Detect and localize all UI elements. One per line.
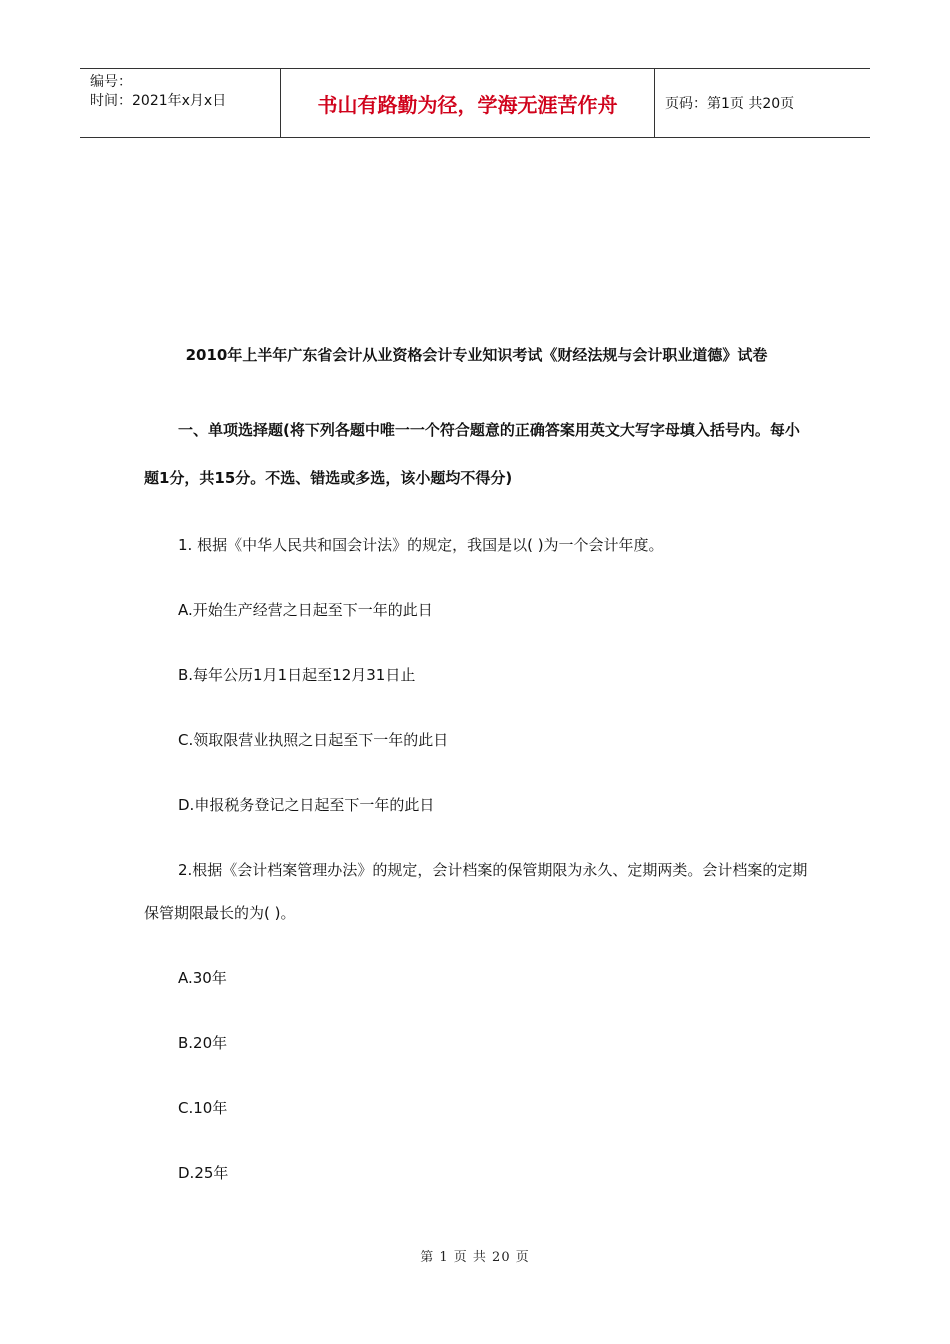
question-1 (144, 524, 809, 827)
question-option: D.申报税务登记之日起至下一年的此日 (178, 796, 435, 814)
header-meta-cell (80, 69, 281, 137)
footer-page-number: 第 1 页 共 20 页 (420, 1250, 530, 1265)
document-time-label: 时间：2021年x月x日 (90, 93, 227, 109)
document-number-label: 编号： (90, 74, 132, 90)
document-title: 2010年上半年广东省会计从业资格会计专业知识考试《财经法规与会计职业道德》试卷 (185, 346, 768, 364)
question-option: D.25年 (178, 1164, 229, 1182)
question-2 (144, 849, 809, 1195)
question-stem: 2.根据《会计档案管理办法》的规定，会计档案的保管期限为永久、定期两类。会计档案的定期保管期限最长的为( )。 (144, 861, 808, 922)
question-option: A.30年 (178, 969, 227, 987)
question-option: B.每年公历1月1日起至12月31日止 (178, 666, 416, 684)
header-page-info: 页码：第1页 共20页 (665, 96, 795, 112)
page-footer (0, 1246, 950, 1265)
question-option: B.20年 (178, 1034, 228, 1052)
header-page-cell (655, 69, 870, 137)
question-option: C.领取限营业执照之日起至下一年的此日 (178, 731, 449, 749)
question-option: A.开始生产经营之日起至下一年的此日 (178, 601, 433, 619)
header-motto-cell (281, 69, 655, 137)
header-table (80, 68, 870, 138)
question-option: C.10年 (178, 1099, 228, 1117)
document-body (144, 340, 809, 1195)
header-motto: 书山有路勤为径，学海无涯苦作舟 (317, 92, 618, 117)
section-heading: 一、单项选择题(将下列各题中唯一一个符合题意的正确答案用英文大写字母填入括号内。每小题1分，共15分。不选、错选或多选，该小题均不得分) (144, 421, 800, 487)
question-stem: 1. 根据《中华人民共和国会计法》的规定，我国是以( )为一个会计年度。 (178, 536, 664, 554)
